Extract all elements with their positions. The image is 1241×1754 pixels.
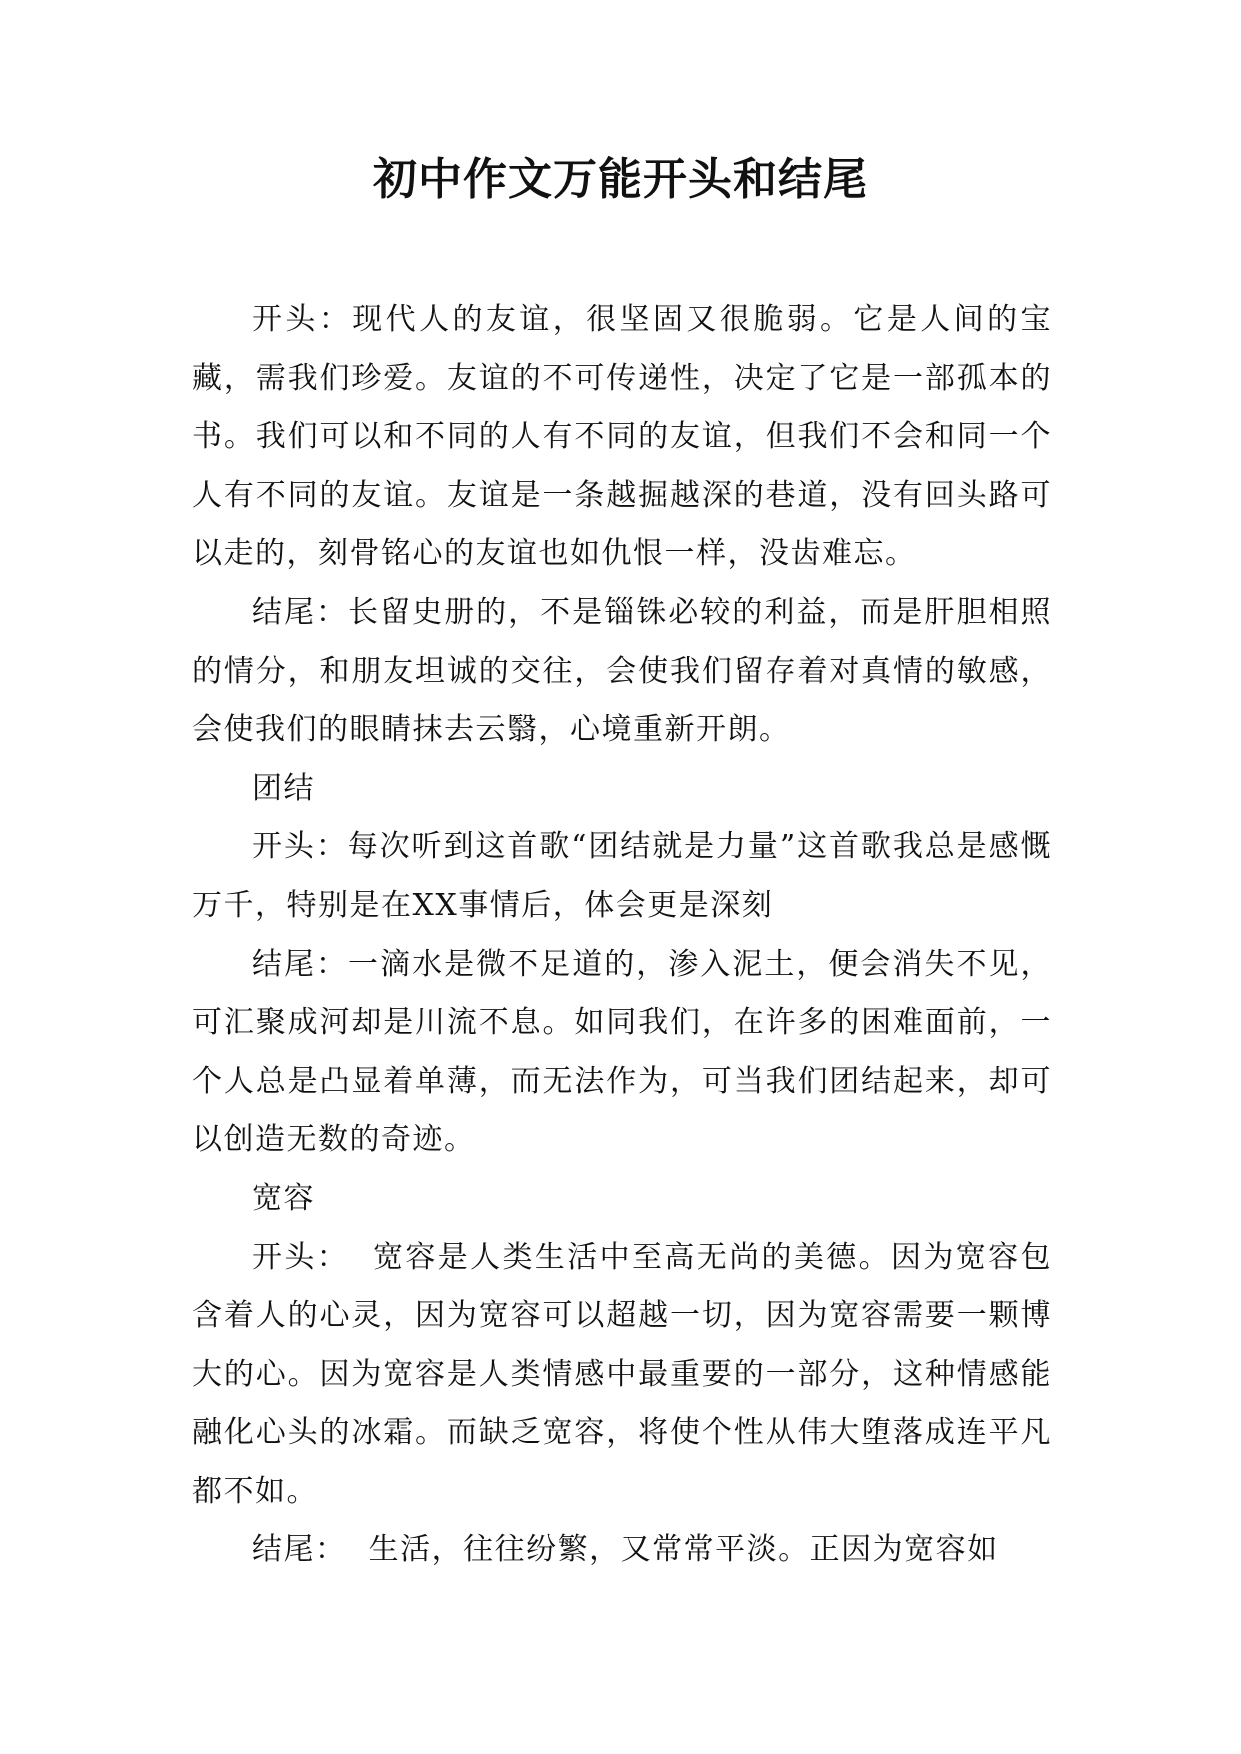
- document-title: 初中作文万能开头和结尾: [373, 154, 868, 205]
- paragraph-tolerance-opening: 开头： 宽容是人类生活中至高无尚的美德。因为宽容包含着人的心灵，因为宽容可以超越一切，因为宽容需要一颗博大的心。因为宽容是人类情感中最重要的一部分，这种情感能融化心头的冰霜。而缺乏宽容，将使个性从伟大堕落成连平凡都不如。: [192, 1239, 1052, 1509]
- paragraph-unity-ending: 结尾：一滴水是微不足道的，渗入泥土，便会消失不见，可汇聚成河却是川流不息。如同我们，在许多的困难面前，一个人总是凸显着单薄，而无法作为，可当我们团结起来，却可以创造无数的奇迹。: [192, 946, 1052, 1158]
- document-body: [192, 291, 1052, 1580]
- section-heading-unity: 团结: [252, 770, 315, 806]
- paragraph-unity-opening: 开头：每次听到这首歌“团结就是力量”这首歌我总是感慨万千，特别是在XX事情后，体会更是深刻: [192, 829, 1052, 923]
- paragraph-tolerance-ending: 结尾： 生活，往往纷繁，又常常平淡。正因为宽容如: [252, 1532, 999, 1568]
- paragraph-friendship-ending: 结尾：长留史册的，不是锱铢必较的利益，而是肝胆相照的情分，和朋友坦诚的交往，会使我们留存着对真情的敏感，会使我们的眼睛抹去云翳，心境重新开朗。: [192, 594, 1052, 748]
- section-heading-tolerance: 宽容: [252, 1180, 315, 1216]
- paragraph-friendship-opening: 开头：现代人的友谊，很坚固又很脆弱。它是人间的宝藏，需我们珍爱。友谊的不可传递性，决定了它是一部孤本的书。我们可以和不同的人有不同的友谊，但我们不会和同一个人有不同的友谊。友谊是一条越掘越深的巷道，没有回头路可以走的，刻骨铭心的友谊也如仇恨一样，没齿难忘。: [192, 302, 1052, 572]
